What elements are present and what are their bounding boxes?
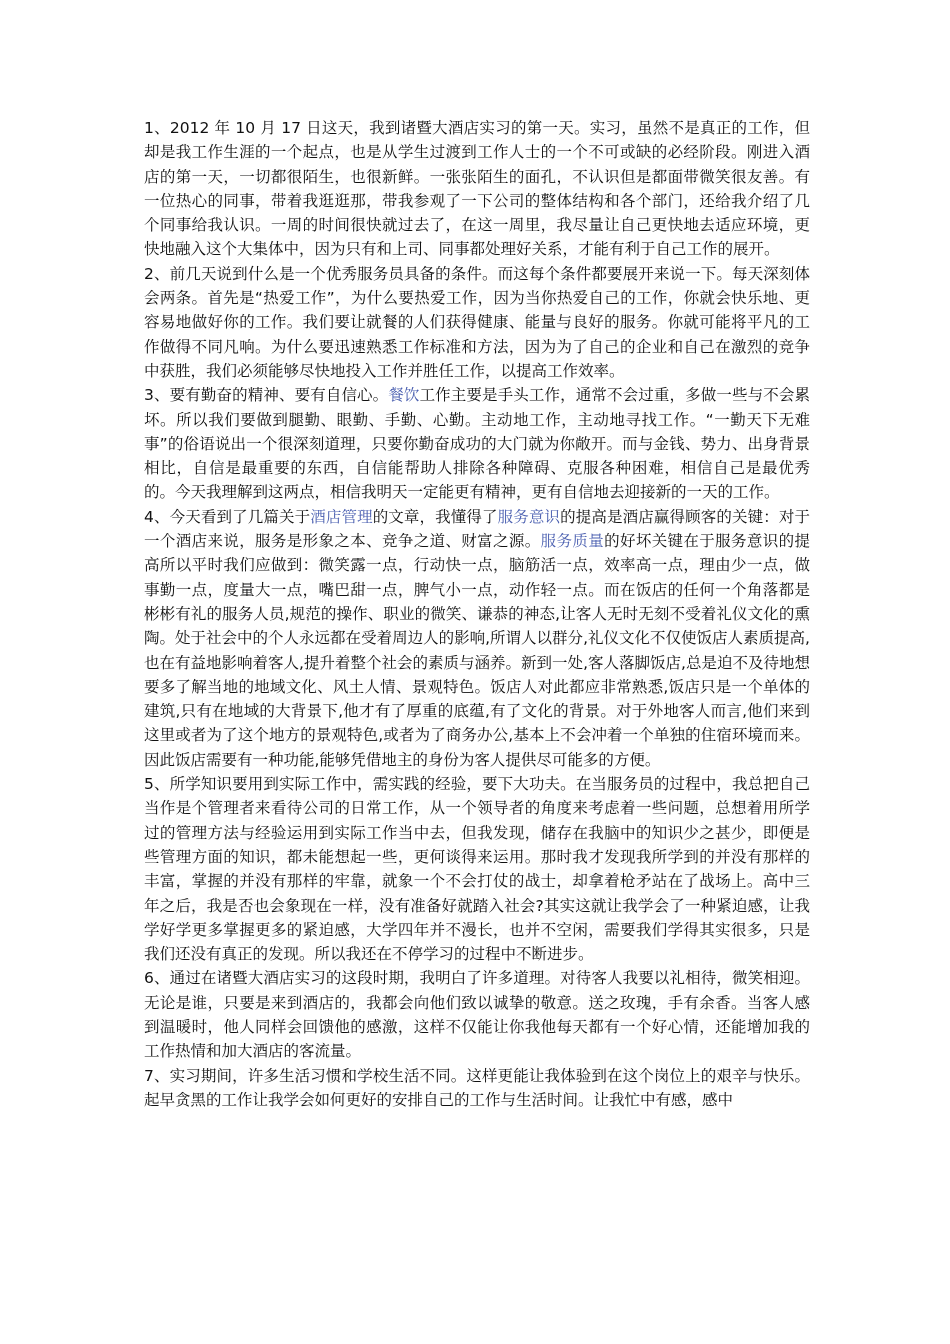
paragraph-3	[144, 383, 810, 504]
paragraph-text: 2、前几天说到什么是一个优秀服务员具备的条件。而这每个条件都要展开来说一下。每天深刻体会两条。首先是“热爱工作”，为什么要热爱工作，因为当你热爱自己的工作，你就会快乐地、更容易地做好你的工作。我们要让就餐的人们获得健康、能量与良好的服务。你就可能将平凡的工作做得不同凡响。为什么要迅速熟悉工作标准和方法，因为为了自己的企业和自己在激烈的竞争中获胜，我们必须能够尽快地投入工作并胜任工作，以提高工作效率。	[144, 264, 810, 380]
paragraph-5	[144, 772, 810, 966]
paragraph-text: 4、今天看到了几篇关于	[144, 507, 311, 526]
paragraph-2	[144, 262, 810, 383]
link-service-awareness[interactable]: 服务意识	[497, 507, 561, 526]
paragraph-text: 6、通过在诸暨大酒店实习的这段时期，我明白了许多道理。对待客人我要以礼相待，微笑相迎。无论是谁，只要是来到酒店的，我都会向他们致以诚挚的敬意。送之玫瑰，手有余香。当客人感到温暖时，他人同样会回馈他的感激，这样不仅能让你我他每天都有一个好心情，还能增加我的工作热情和加大酒店的客流量。	[144, 969, 810, 1061]
paragraph-4	[144, 505, 810, 772]
link-catering[interactable]: 餐饮	[388, 386, 420, 405]
paragraph-text: 5、所学知识要用到实际工作中，需实践的经验，要下大功夫。在当服务员的过程中，我总把自己当作是个管理者来看待公司的日常工作，从一个领导者的角度来考虑着一些问题，总想着用所学过的管理方法与经验运用到实际工作当中去，但我发现，储存在我脑中的知识少之甚少，即便是些管理方面的知识，都未能想起一些，更何谈得来运用。那时我才发现我所学到的并没有那样的丰富，掌握的并没有那样的牢靠，就象一个不会打仗的战士，却拿着枪矛站在了战场上。高中三年之后，我是否也会象现在一样，没有准备好就踏入社会?其实这就让我学会了一种紧迫感，让我学好学更多掌握更多的紧迫感，大学四年并不漫长，也并不空闲，需要我们学得其实很多，只是我们还没有真正的发现。所以我还在不停学习的过程中不断进步。	[144, 775, 810, 964]
paragraph-text: 的好坏关键在于服务意识的提高所以平时我们应做到：微笑露一点，行动快一点，脑筋活一点，效率高一点，理由少一点，做事勤一点，度量大一点，嘴巴甜一点，脾气小一点，动作轻一点。而在饭店的任何一个角落都是彬彬有礼的服务人员,规范的操作、职业的微笑、谦恭的神态,让客人无时无刻不受着礼仪文化的熏陶。处于社会中的个人永远都在受着周边人的影响,所谓人以群分,礼仪文化不仅使饭店人素质提高,也在有益地影响着客人,提升着整个社会的素质与涵养。新到一处,客人落脚饭店,总是迫不及待地想要多了解当地的地域文化、风土人情、景观特色。饭店人对此都应非常熟悉,饭店只是一个单体的建筑,只有在地域的大背景下,他才有了厚重的底蕴,有了文化的背景。对于外地客人而言,他们来到这里或者为了这个地方的景观特色,或者为了商务办公,基本上不会冲着一个单独的住宿环境而来。因此饭店需要有一种功能,能够凭借地主的身份为客人提供尽可能多的方便。	[144, 532, 810, 769]
paragraph-text: 工作主要是手头工作，通常不会过重，多做一些与不会累坏。所以我们要做到腿勤、眼勤、手勤、心勤。主动地工作，主动地寻找工作。“一勤天下无难事”的俗语说出一个很深刻道理，只要你勤奋成功的大门就为你敞开。而与金钱、势力、出身背景相比，自信是最重要的东西，自信能帮助人排除各种障碍、克服各种困难，相信自己是最优秀的。今天我理解到这两点，相信我明天一定能更有精神，更有自信地去迎接新的一天的工作。	[144, 386, 810, 502]
paragraph-1	[144, 116, 810, 262]
paragraph-7	[144, 1064, 810, 1113]
paragraph-text: 的提高是酒店赢得顾客的关键：对于一个酒店来说，服务是形象之本、竞争之道、财富之源。	[144, 507, 810, 551]
paragraph-text: 的文章，我懂得了	[372, 507, 498, 526]
link-service-quality[interactable]: 服务质量	[540, 532, 605, 551]
paragraph-text: 1、2012 年 10 月 17 日这天，我到诸暨大酒店实习的第一天。实习，虽然不是真正的工作，但却是我工作生涯的一个起点，也是从学生过渡到工作人士的一个不可或缺的必经阶段。刚进入酒店的第一天，一切都很陌生，也很新鲜。一张张陌生的面孔，不认识但是都面带微笑很友善。有一位热心的同事，带着我逛逛那，带我参观了一下公司的整体结构和各个部门，还给我介绍了几个同事给我认识。一周的时间很快就过去了，在这一周里，我尽量让自己更快地去适应环境，更快地融入这个大集体中，因为只有和上司、同事都处理好关系，才能有利于自己工作的展开。	[144, 119, 810, 259]
link-hotel-management[interactable]: 酒店管理	[310, 507, 373, 526]
document-page	[144, 116, 810, 1112]
paragraph-text: 7、实习期间，许多生活习惯和学校生活不同。这样更能让我体验到在这个岗位上的艰辛与快乐。起早贪黑的工作让我学会如何更好的安排自己的工作与生活时间。让我忙中有感，感中	[144, 1066, 810, 1109]
paragraph-6	[144, 966, 810, 1063]
paragraph-text: 3、要有勤奋的精神、要有自信心。	[144, 386, 389, 405]
